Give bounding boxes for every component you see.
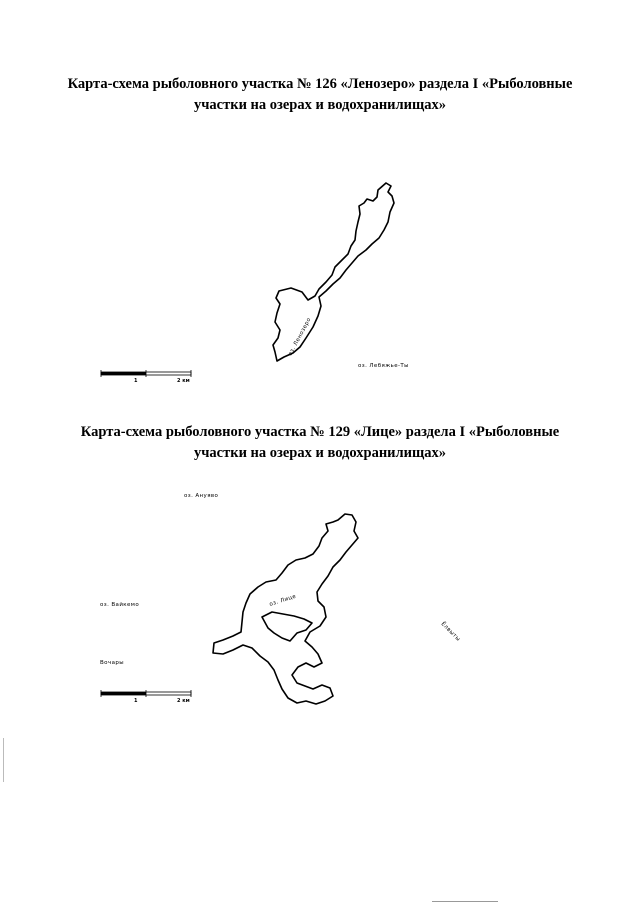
scale-tick-label: 1 xyxy=(134,698,138,704)
place-label: Ёлвыты xyxy=(439,621,462,643)
scale-tick-label: 1 xyxy=(134,378,138,384)
lake-map-litse xyxy=(0,480,640,720)
scale-tick-label: 2 км xyxy=(177,698,190,704)
island-outline xyxy=(262,612,312,641)
place-label: Вочары xyxy=(100,660,124,666)
map-title-line: участки на озерах и водохранилищах» xyxy=(193,97,447,113)
lake-map-lenozero xyxy=(0,170,640,390)
place-label: оз. Ануяво xyxy=(184,493,219,499)
scan-margin-mark xyxy=(3,738,4,782)
map-title-line: Карта-схема рыболовного участка № 129 «Лице» раздела I «Рыболовные xyxy=(80,424,560,440)
lake-outline-litse xyxy=(213,514,358,704)
map-title-126 xyxy=(60,74,580,116)
footer-rule xyxy=(432,901,498,902)
lake-label-lenozero: оз. Ленозеро xyxy=(287,316,313,357)
scale-bar xyxy=(101,370,191,384)
scale-tick-label: 2 км xyxy=(177,378,190,384)
map-title-129 xyxy=(60,422,580,464)
map-title-line: участки на озерах и водохранилищах» xyxy=(193,445,447,461)
map-title-line: Карта-схема рыболовного участка № 126 «Ленозеро» раздела I «Рыболовные xyxy=(67,76,573,92)
place-label: оз. Лебяжье-Ты xyxy=(358,363,409,369)
lake-label-litse: оз. Лице xyxy=(268,593,298,608)
scale-bar xyxy=(101,690,191,704)
lake-outline-lenozero xyxy=(273,183,394,361)
place-label: оз. Вайкемо xyxy=(100,602,140,608)
